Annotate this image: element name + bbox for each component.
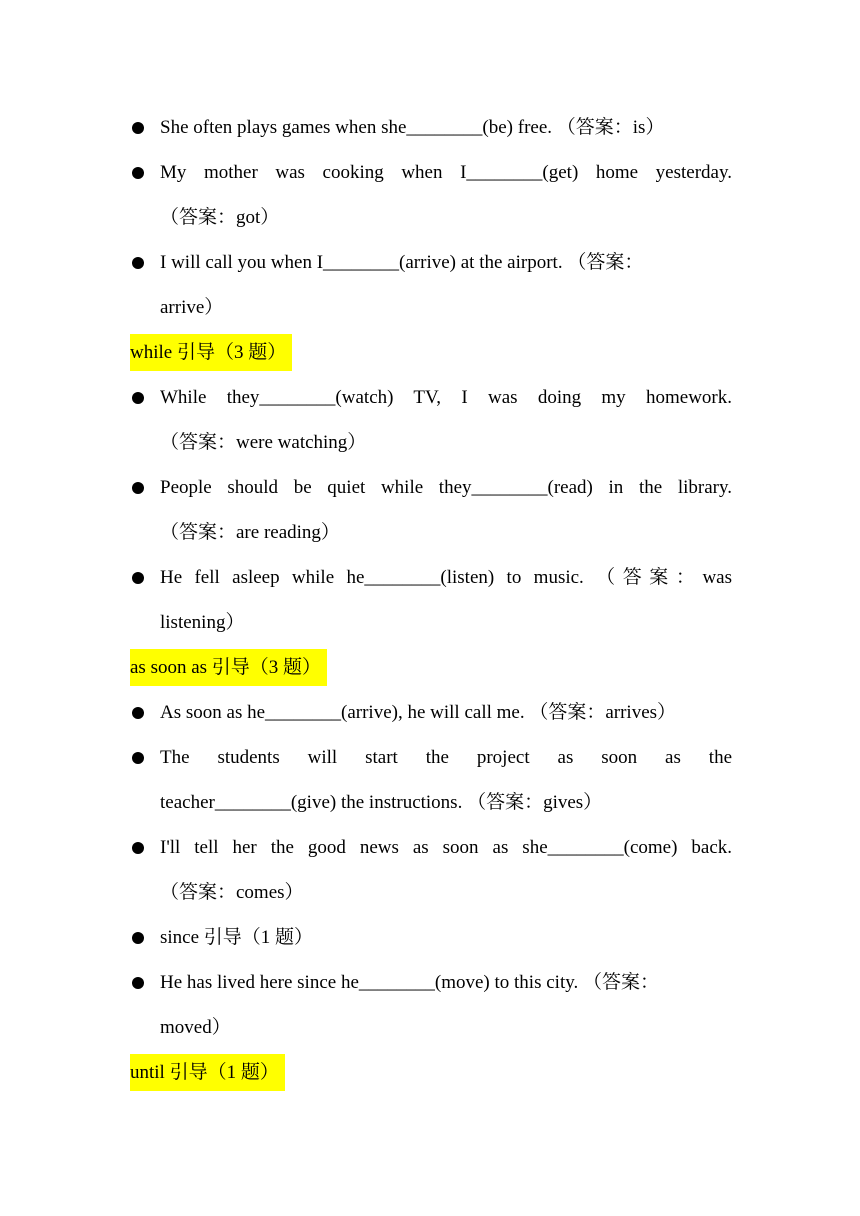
bullet-icon bbox=[132, 842, 144, 854]
exercise-text: He has lived here since he________(move) to this city. （答案： bbox=[160, 972, 659, 993]
exercise-text: My mother was cooking when I________(get) home yesterday. bbox=[160, 162, 732, 183]
section-heading-since bbox=[130, 915, 732, 960]
bullet-icon bbox=[132, 572, 144, 584]
section-heading-while bbox=[130, 330, 732, 375]
exercise-item-9 bbox=[130, 825, 732, 870]
exercise-item-5-answer bbox=[130, 510, 732, 555]
exercise-item-9-answer bbox=[130, 870, 732, 915]
answer-text: listening） bbox=[160, 612, 245, 633]
exercise-item-4-answer bbox=[130, 420, 732, 465]
exercise-item-2 bbox=[130, 150, 732, 195]
section-heading-until bbox=[130, 1050, 732, 1095]
exercise-text: He fell asleep while he________(listen) to music. （答案：was bbox=[160, 567, 732, 588]
exercise-item-8-cont bbox=[130, 780, 732, 825]
document-page bbox=[130, 105, 732, 1095]
exercise-item-10-answer bbox=[130, 1005, 732, 1050]
bullet-icon bbox=[132, 392, 144, 404]
bullet-icon bbox=[132, 752, 144, 764]
answer-text: arrive） bbox=[160, 297, 224, 318]
bullet-icon bbox=[132, 257, 144, 269]
exercise-item-2-answer bbox=[130, 195, 732, 240]
heading-text: since 引导（1 题） bbox=[160, 927, 314, 948]
exercise-item-10 bbox=[130, 960, 732, 1005]
exercise-item-6 bbox=[130, 555, 732, 600]
exercise-text: I'll tell her the good news as soon as she________(come) back. bbox=[160, 837, 732, 858]
exercise-text: teacher________(give) the instructions. （答案：gives） bbox=[160, 792, 603, 813]
answer-text: moved） bbox=[160, 1017, 231, 1038]
bullet-icon bbox=[132, 482, 144, 494]
section-heading-as-soon-as bbox=[130, 645, 732, 690]
exercise-item-6-answer bbox=[130, 600, 732, 645]
exercise-item-4 bbox=[130, 375, 732, 420]
exercise-item-1 bbox=[130, 105, 732, 150]
exercise-item-7 bbox=[130, 690, 732, 735]
exercise-text: While they________(watch) TV, I was doing my homework. bbox=[160, 387, 732, 408]
bullet-icon bbox=[132, 932, 144, 944]
answer-text: （答案：were watching） bbox=[160, 432, 367, 453]
highlighted-heading: until 引导（1 题） bbox=[130, 1054, 285, 1091]
answer-text: （答案：got） bbox=[160, 207, 280, 228]
answer-text: （答案：comes） bbox=[160, 882, 304, 903]
exercise-text: I will call you when I________(arrive) at the airport. （答案： bbox=[160, 252, 644, 273]
exercise-item-8 bbox=[130, 735, 732, 780]
answer-text: （答案：are reading） bbox=[160, 522, 340, 543]
exercise-text: The students will start the project as soon as the bbox=[160, 747, 732, 768]
exercise-item-5 bbox=[130, 465, 732, 510]
exercise-text: As soon as he________(arrive), he will call me. （答案：arrives） bbox=[160, 702, 677, 723]
highlighted-heading: while 引导（3 题） bbox=[130, 334, 292, 371]
bullet-icon bbox=[132, 707, 144, 719]
highlighted-heading: as soon as 引导（3 题） bbox=[130, 649, 327, 686]
exercise-item-3-answer bbox=[130, 285, 732, 330]
exercise-text: She often plays games when she________(be) free. （答案：is） bbox=[160, 117, 665, 138]
bullet-icon bbox=[132, 167, 144, 179]
bullet-icon bbox=[132, 122, 144, 134]
exercise-item-3 bbox=[130, 240, 732, 285]
bullet-icon bbox=[132, 977, 144, 989]
exercise-text: People should be quiet while they________(read) in the library. bbox=[160, 477, 732, 498]
